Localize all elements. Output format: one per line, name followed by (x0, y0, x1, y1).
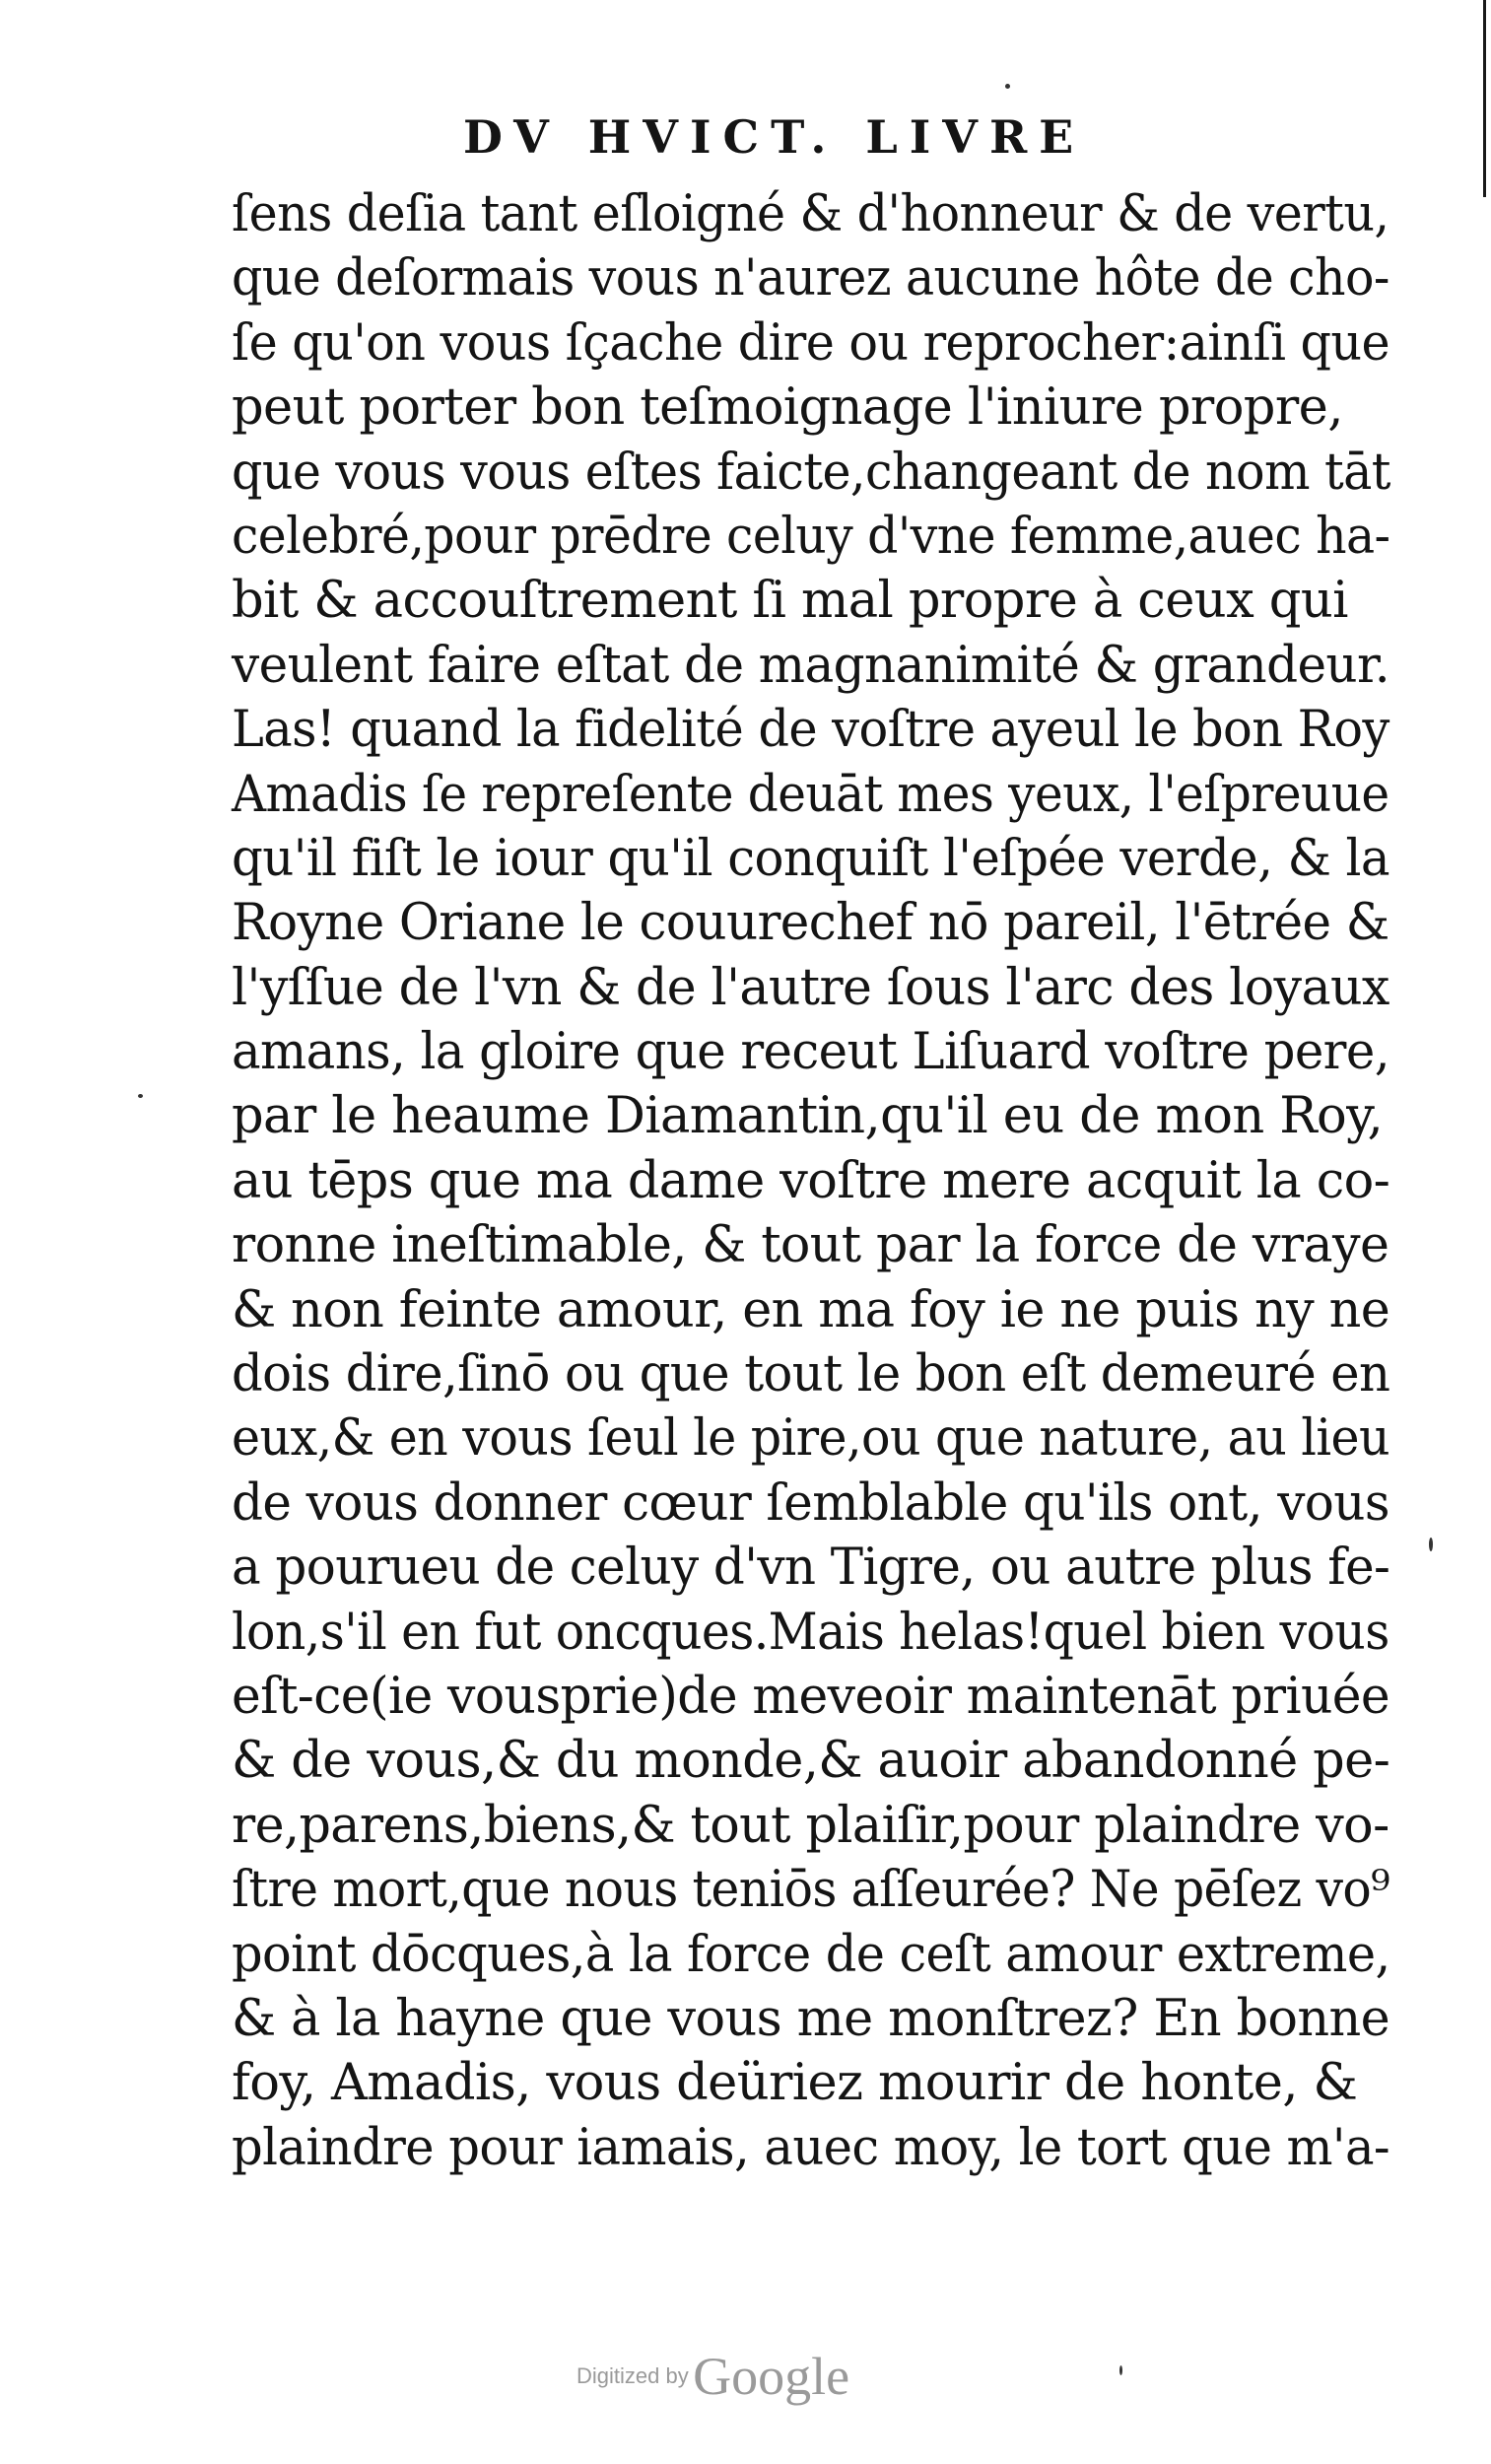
print-speck (1005, 84, 1010, 89)
text-line: & de vous,& du monde,& auoir abandonné pe- (232, 1732, 1390, 1791)
digitization-footer (576, 2346, 849, 2407)
text-line: re,parens,biens,& tout plaiſir,pour plaindre vo- (232, 1796, 1389, 1855)
text-line: a pourueu de celuy d'vn Tigre, ou autre plus fe- (232, 1539, 1390, 1598)
text-line: Amadis ſe repreſente deuāt mes yeux, l'eſpreuue (232, 765, 1389, 824)
text-line: que vous vous eſtes faicte,changeant de nom tāt (232, 443, 1390, 502)
text-line: foy, Amadis, vous deüriez mourir de honte, & (232, 2054, 1358, 2113)
text-line: ſtre mort,que nous teniōs aſſeurée? Ne pēſez vo⁹ (232, 1861, 1390, 1920)
digitized-by-label: Digitized by (576, 2363, 689, 2388)
text-line: celebré,pour prēdre celuy d'vne femme,auec ha- (232, 507, 1390, 566)
running-head: DV HVICT. LIVRE (463, 110, 1086, 164)
page-edge-shadow (1483, 0, 1486, 197)
text-line: eſt-ce(ie vousprie)de meveoir maintenāt priuée (232, 1667, 1390, 1726)
text-line: Royne Oriane le couurechef nō pareil, l'ētrée & (232, 894, 1389, 953)
text-line: eux,& en vous ſeul le pire,ou que nature, au lieu (232, 1409, 1389, 1469)
text-line: & non feinte amour, en ma foy ie ne puis ny ne (232, 1280, 1390, 1339)
text-line: ronne ineſtimable, & tout par la force de vraye (232, 1216, 1389, 1275)
text-line: plaindre pour iamais, auec moy, le tort que m'a- (232, 2118, 1390, 2177)
text-line: de vous donner cœur ſemblable qu'ils ont, vous (232, 1473, 1389, 1533)
text-line: ſens deſia tant eſloigné & d'honneur & de vertu, (232, 185, 1389, 243)
text-line: Las! quand la fidelité de voſtre ayeul le bon Roy (232, 701, 1389, 760)
print-speck (138, 1094, 143, 1098)
text-line: veulent faire eſtat de magnanimité & grandeur. (232, 636, 1390, 695)
text-line: ſe qu'on vous ſçache dire ou reprocher:ainſi que (232, 313, 1390, 373)
text-line: point dōcques,à la force de ceſt amour extreme, (232, 1925, 1390, 1984)
text-line: qu'il fiſt le iour qu'il conquiſt l'eſpée verde, & la (232, 829, 1389, 888)
print-speck (1119, 2365, 1122, 2375)
text-line: par le heaume Diamantin,qu'il eu de mon Roy, (232, 1087, 1384, 1146)
text-line: que deſormais vous n'aurez aucune hôte de cho- (232, 249, 1389, 308)
text-line: amans, la gloire que receut Liſuard voſtre pere, (232, 1023, 1389, 1082)
text-line: bit & accouſtrement ſi mal propre à ceux qui (232, 572, 1348, 631)
text-line: au tēps que ma dame voſtre mere acquit la co- (232, 1151, 1390, 1210)
text-line: lon,s'il en fut oncques.Mais helas!quel bien vous (232, 1603, 1389, 1662)
text-line: dois dire,ſinō ou que tout le bon eſt demeuré en (232, 1345, 1390, 1404)
print-speck (1429, 1538, 1433, 1551)
google-logo: Google (693, 2347, 850, 2406)
text-line: peut porter bon teſmoignage l'iniure propre, (232, 378, 1343, 438)
text-line: & à la hayne que vous me monſtrez? En bonne (232, 1989, 1390, 2048)
body-text (232, 182, 1389, 2180)
text-line: l'yſſue de l'vn & de l'autre ſous l'arc des loyaux (232, 958, 1389, 1017)
